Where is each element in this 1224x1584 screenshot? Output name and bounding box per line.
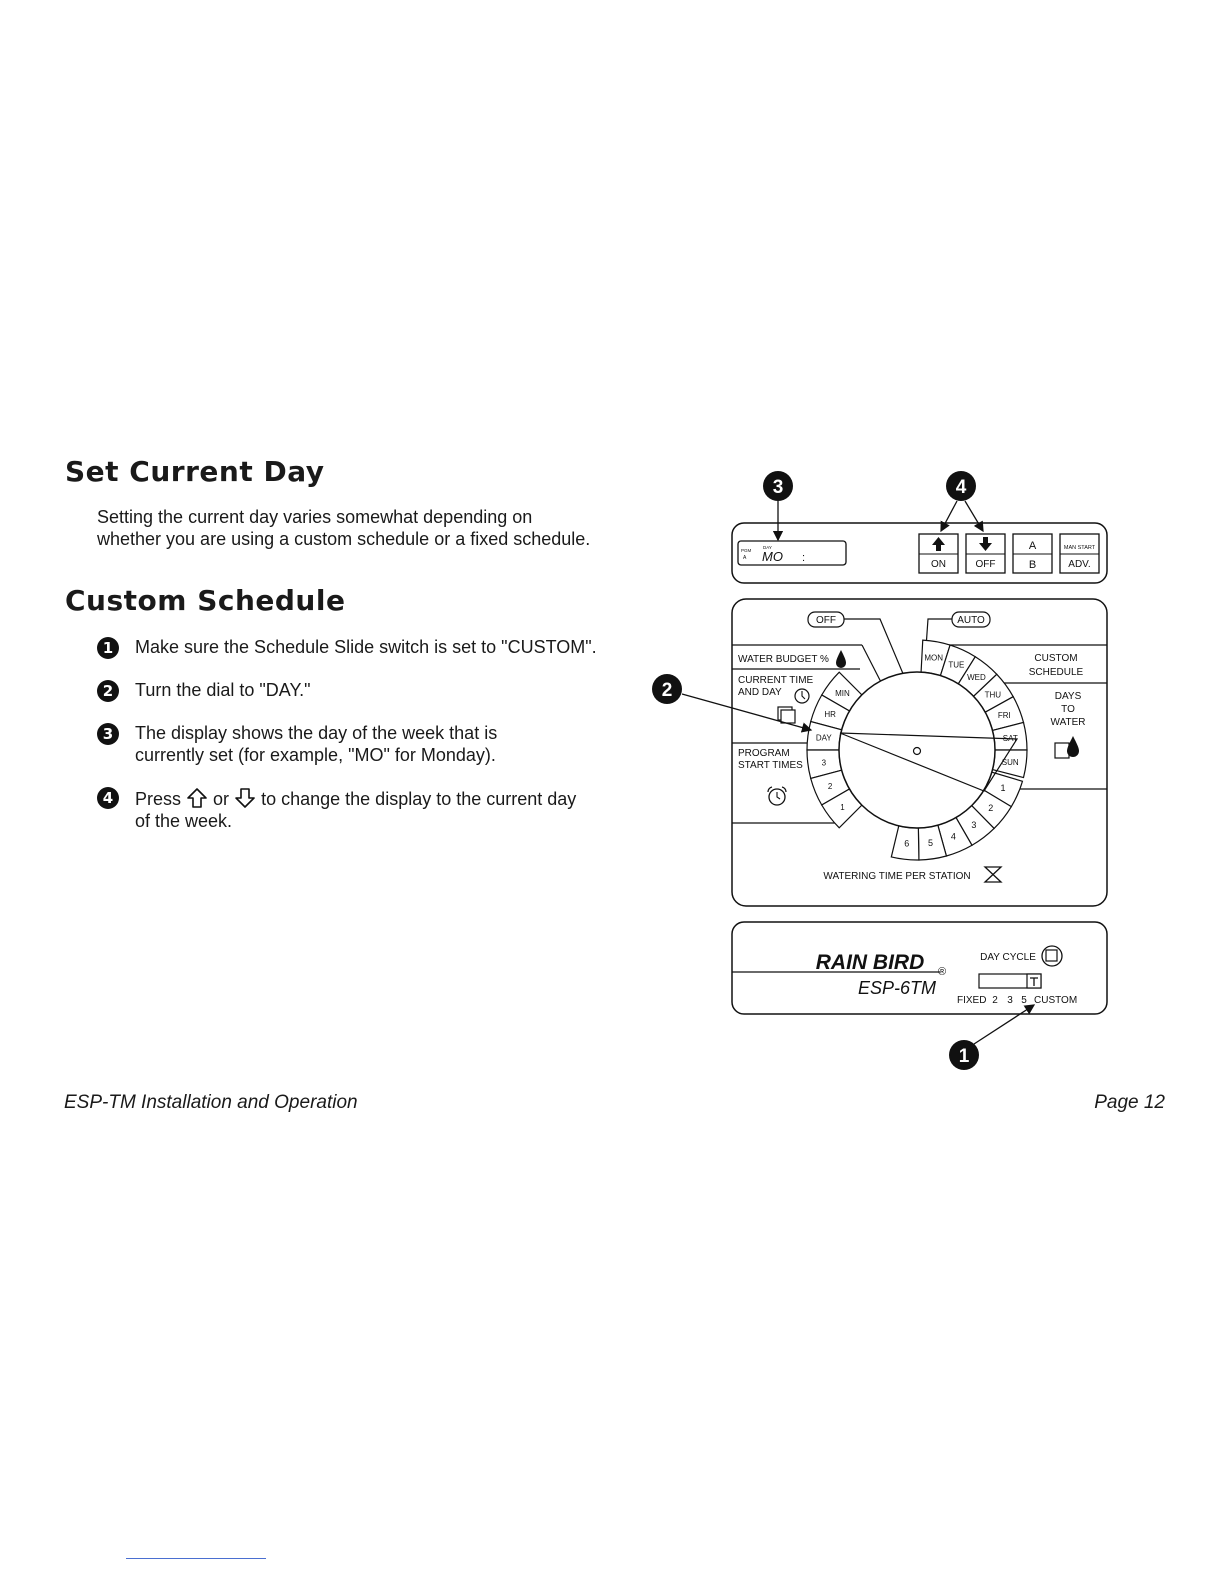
dial-center xyxy=(914,748,921,755)
station-3-label: 3 xyxy=(971,819,977,830)
svg-text:B: B xyxy=(1028,559,1037,571)
section-heading: Custom Schedule xyxy=(65,584,346,617)
schedule-slide-switch[interactable] xyxy=(979,974,1041,988)
watering-time-label: WATERING TIME PER STATION xyxy=(823,871,971,882)
svg-text:AUTO: AUTO xyxy=(957,615,985,626)
svg-text:DAYS: DAYS xyxy=(1054,691,1082,702)
callout-4-leader-off xyxy=(965,501,983,531)
clock-icon xyxy=(795,689,809,703)
svg-text:DAY: DAY xyxy=(763,545,772,550)
day-sun-label: SUN xyxy=(1001,757,1019,767)
hourglass-icon xyxy=(985,867,1001,882)
step-text-or: or xyxy=(213,789,230,809)
lcd-display xyxy=(738,541,846,565)
down-arrow-icon xyxy=(234,787,256,809)
svg-text:1: 1 xyxy=(958,1046,970,1067)
dial-1-label: 1 xyxy=(840,803,845,813)
svg-text:OFF: OFF xyxy=(975,559,996,570)
day-sat-label: SAT xyxy=(1002,734,1018,744)
lcd-value: MO xyxy=(762,549,783,564)
svg-text:AND DAY: AND DAY xyxy=(738,687,782,698)
water-drop-icon xyxy=(836,650,846,668)
step-text-rest: to change the display to the current day of the week. xyxy=(135,789,577,831)
callout-1-leader xyxy=(974,1005,1034,1044)
page-title: Set Current Day xyxy=(65,455,325,488)
step-text: The display shows the day of the week that is currently set (for example, "MO" for Monday). xyxy=(135,723,498,765)
on-button[interactable] xyxy=(919,534,958,573)
dial-2-label: 2 xyxy=(827,781,833,791)
station-5-label: 5 xyxy=(927,838,933,849)
step-2 xyxy=(97,680,597,704)
station-1-label: 1 xyxy=(1000,782,1006,793)
divider xyxy=(126,1558,266,1559)
calendar-drop-icon xyxy=(1055,736,1079,758)
alarm-clock-icon xyxy=(768,787,786,805)
svg-text:START TIMES: START TIMES xyxy=(738,760,803,771)
auto-label xyxy=(952,612,990,627)
svg-text:DAY CYCLE: DAY CYCLE xyxy=(980,952,1036,963)
step-3 xyxy=(97,723,597,771)
dial-hr-label: HR xyxy=(824,710,836,720)
callout-4-leader-on xyxy=(941,501,957,531)
rain-bird-logo: RAIN BIRD xyxy=(815,951,925,974)
up-arrow-icon xyxy=(186,787,208,809)
svg-text:4: 4 xyxy=(955,477,967,498)
day-wed-label: WED xyxy=(967,673,986,683)
day-fri-label: FRI xyxy=(997,711,1011,721)
svg-text:A: A xyxy=(743,555,747,561)
day-thu-label: THU xyxy=(984,690,1002,700)
svg-text:2: 2 xyxy=(992,995,998,1006)
water-budget-label: WATER BUDGET % xyxy=(738,654,829,665)
station-6-label: 6 xyxy=(904,838,910,849)
off-button[interactable] xyxy=(966,534,1005,573)
svg-text:2: 2 xyxy=(661,680,673,701)
callout-2 xyxy=(652,674,682,704)
calendar-icon xyxy=(778,707,795,723)
svg-text:ADV.: ADV. xyxy=(1068,559,1091,570)
svg-text:5: 5 xyxy=(1021,995,1027,1006)
step-number: 1 xyxy=(97,637,119,659)
controller-diagram xyxy=(640,465,1120,1085)
man-start-adv-button[interactable] xyxy=(1060,534,1099,573)
svg-text:SCHEDULE: SCHEDULE xyxy=(1028,667,1084,678)
svg-text:CUSTOM: CUSTOM xyxy=(1034,995,1078,1006)
footer-title: ESP-TM Installation and Operation xyxy=(64,1092,358,1113)
step-number: 4 xyxy=(97,787,119,809)
callout-4 xyxy=(946,471,976,501)
step-1 xyxy=(97,637,657,661)
svg-text:PGM: PGM xyxy=(741,548,752,553)
callout-3 xyxy=(763,471,793,501)
svg-text:ON: ON xyxy=(931,559,946,570)
step-4 xyxy=(97,787,597,835)
day-tue-label: TUE xyxy=(948,660,965,670)
step-text-press: Press xyxy=(135,789,182,809)
svg-text:CURRENT TIME: CURRENT TIME xyxy=(738,675,814,686)
svg-text:TO: TO xyxy=(1061,704,1075,715)
svg-text::: : xyxy=(802,552,806,564)
svg-text:WATER: WATER xyxy=(1050,717,1086,728)
dial-day-label: DAY xyxy=(815,733,832,743)
step-number: 2 xyxy=(97,680,119,702)
svg-text:OFF: OFF xyxy=(816,615,836,626)
intro-paragraph: Setting the current day varies somewhat depending on whether you are using a custom schedule or a fixed schedule. xyxy=(97,507,591,549)
station-2-label: 2 xyxy=(988,803,994,814)
step-text: Turn the dial to "DAY." xyxy=(135,680,311,700)
svg-text:A: A xyxy=(1028,540,1037,552)
svg-text:FIXED: FIXED xyxy=(957,995,987,1006)
model-name: ESP-6TM xyxy=(857,978,937,998)
step-number: 3 xyxy=(97,723,119,745)
station-4-label: 4 xyxy=(950,831,956,842)
svg-text:3: 3 xyxy=(1007,995,1013,1006)
svg-text:MAN START: MAN START xyxy=(1063,545,1096,551)
calendar-icon xyxy=(1042,946,1062,966)
step-text: Make sure the Schedule Slide switch is set to "CUSTOM". xyxy=(135,637,597,657)
dial-3-label: 3 xyxy=(821,758,827,768)
callout-1 xyxy=(949,1040,979,1070)
svg-text:3: 3 xyxy=(772,477,784,498)
day-mon-label: MON xyxy=(924,653,944,663)
svg-text:PROGRAM: PROGRAM xyxy=(738,748,790,759)
svg-text:®: ® xyxy=(938,966,947,978)
svg-text:CUSTOM: CUSTOM xyxy=(1034,653,1078,664)
off-label xyxy=(808,612,844,627)
page-number: Page 12 xyxy=(1094,1092,1165,1113)
a-b-button[interactable] xyxy=(1013,534,1052,573)
dial-min-label: MIN xyxy=(835,688,850,698)
